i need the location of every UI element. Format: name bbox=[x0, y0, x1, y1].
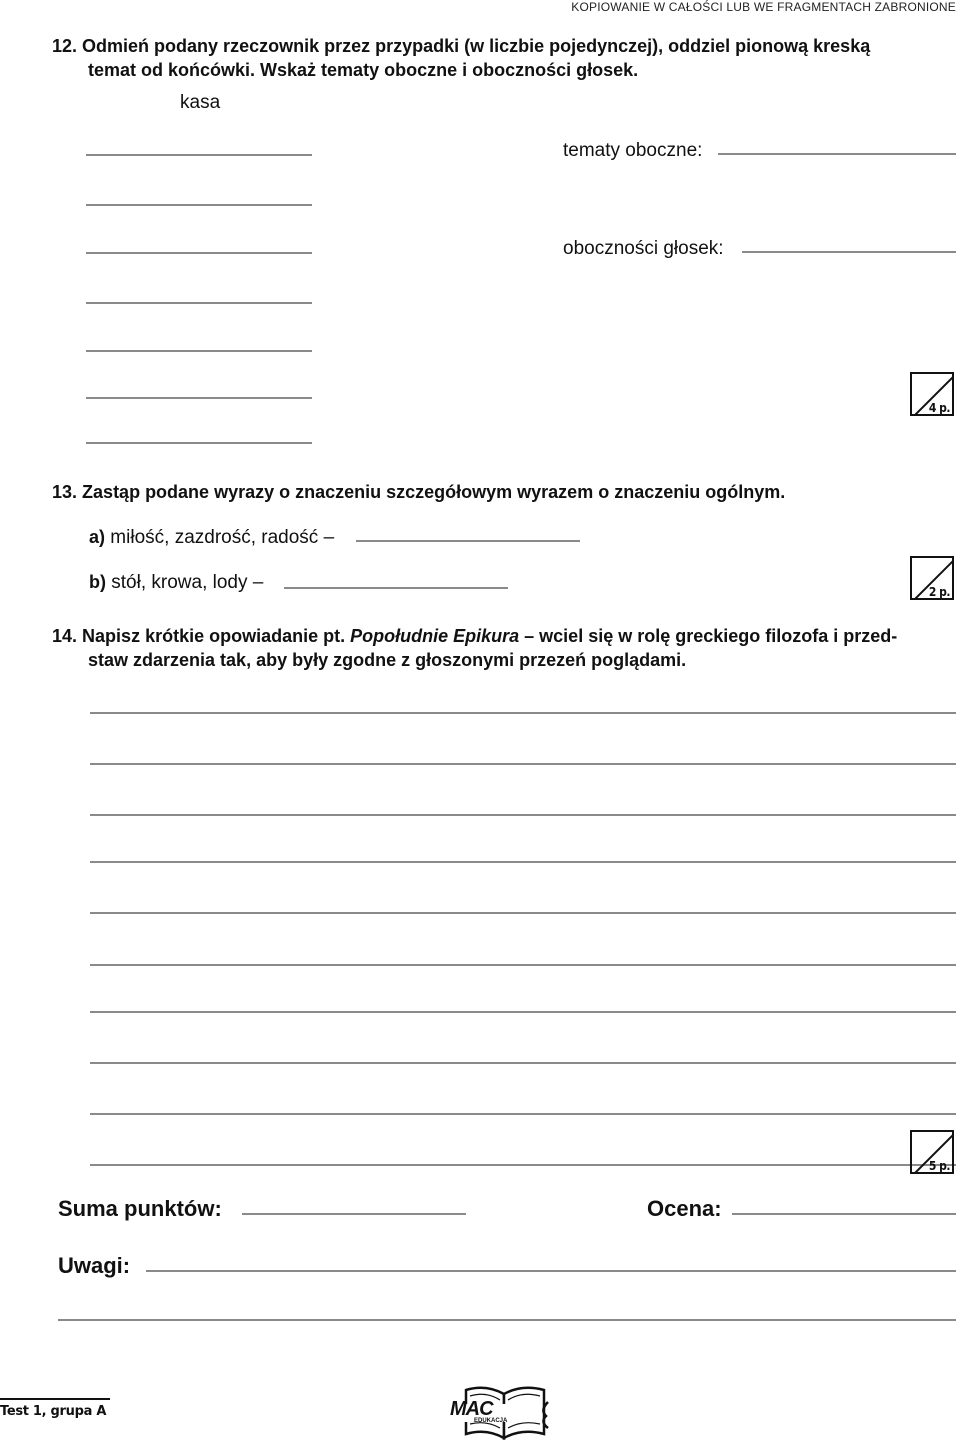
test-group-label: Test 1, grupa A bbox=[0, 1398, 110, 1419]
question-text: Odmień podany rzeczownik przez przypadki (w liczbie pojedynczej), oddziel pionową kreską bbox=[82, 36, 871, 56]
item-b-label: b) bbox=[89, 572, 106, 592]
question-13 bbox=[52, 480, 952, 504]
score-box-q13 bbox=[910, 556, 954, 600]
answer-line[interactable] bbox=[86, 350, 312, 352]
alternations-answer-line[interactable] bbox=[742, 251, 956, 253]
label-themes: tematy oboczne: bbox=[563, 140, 703, 161]
item-a-answer-line[interactable] bbox=[356, 540, 580, 542]
question-number: 13. bbox=[52, 482, 78, 502]
writing-line[interactable] bbox=[90, 814, 956, 816]
question-number: 14. bbox=[52, 626, 78, 646]
total-points-line[interactable] bbox=[242, 1213, 466, 1215]
writing-line[interactable] bbox=[90, 1164, 956, 1166]
total-points-label: Suma punktów: bbox=[58, 1196, 222, 1221]
question-12 bbox=[52, 34, 952, 82]
score-points: 4 p. bbox=[928, 401, 950, 415]
score-box-q14 bbox=[910, 1130, 954, 1174]
writing-line[interactable] bbox=[90, 1011, 956, 1013]
item-b bbox=[89, 572, 263, 594]
themes-answer-line[interactable] bbox=[718, 153, 956, 155]
answer-line[interactable] bbox=[86, 154, 312, 156]
story-title: Popołudnie Epikura bbox=[350, 626, 520, 646]
question-text-line2: staw zdarzenia tak, aby były zgodne z głoszonymi przezeń poglądami. bbox=[88, 650, 687, 670]
publisher-logo bbox=[448, 1382, 558, 1444]
question-number: 12. bbox=[52, 36, 78, 56]
answer-line[interactable] bbox=[86, 302, 312, 304]
question-text-line2: temat od końcówki. Wskaż tematy oboczne i oboczności głosek. bbox=[88, 60, 639, 80]
writing-line[interactable] bbox=[90, 712, 956, 714]
label-alternations: oboczności głosek: bbox=[563, 238, 724, 259]
answer-line[interactable] bbox=[86, 397, 312, 399]
item-a bbox=[89, 527, 334, 549]
answer-line[interactable] bbox=[86, 252, 312, 254]
grade-label: Ocena: bbox=[647, 1196, 722, 1221]
item-a-text: miłość, zazdrość, radość – bbox=[110, 527, 335, 548]
writing-line[interactable] bbox=[90, 912, 956, 914]
remarks-line[interactable] bbox=[146, 1270, 956, 1272]
question-14 bbox=[52, 624, 957, 672]
score-box-q12 bbox=[910, 372, 954, 416]
remarks-line[interactable] bbox=[58, 1319, 956, 1321]
question-text: Zastąp podane wyrazy o znaczeniu szczegółowym wyrazem o znaczeniu ogólnym. bbox=[82, 482, 786, 502]
writing-line[interactable] bbox=[90, 1113, 956, 1115]
writing-line[interactable] bbox=[90, 964, 956, 966]
answer-line[interactable] bbox=[86, 442, 312, 444]
logo-text: MAC bbox=[450, 1398, 493, 1420]
question-text-part1: Napisz krótkie opowiadanie pt. bbox=[82, 626, 346, 646]
writing-line[interactable] bbox=[90, 1062, 956, 1064]
writing-line[interactable] bbox=[90, 861, 956, 863]
writing-line[interactable] bbox=[90, 763, 956, 765]
score-points: 2 p. bbox=[928, 585, 950, 599]
logo-subtext: EDUKACJA bbox=[474, 1418, 508, 1424]
given-word: kasa bbox=[180, 92, 221, 113]
question-text-part2: – wciel się w rolę greckiego filozofa i przed- bbox=[524, 626, 898, 646]
grade-line[interactable] bbox=[732, 1213, 956, 1215]
copyright-note: KOPIOWANIE W CAŁOŚCI LUB WE FRAGMENTACH ZABRONIONE bbox=[571, 0, 956, 14]
remarks-label: Uwagi: bbox=[58, 1253, 131, 1278]
score-points: 5 p. bbox=[928, 1159, 950, 1173]
item-a-label: a) bbox=[89, 527, 106, 547]
answer-line[interactable] bbox=[86, 204, 312, 206]
item-b-answer-line[interactable] bbox=[284, 587, 508, 589]
item-b-text: stół, krowa, lody – bbox=[111, 572, 264, 593]
